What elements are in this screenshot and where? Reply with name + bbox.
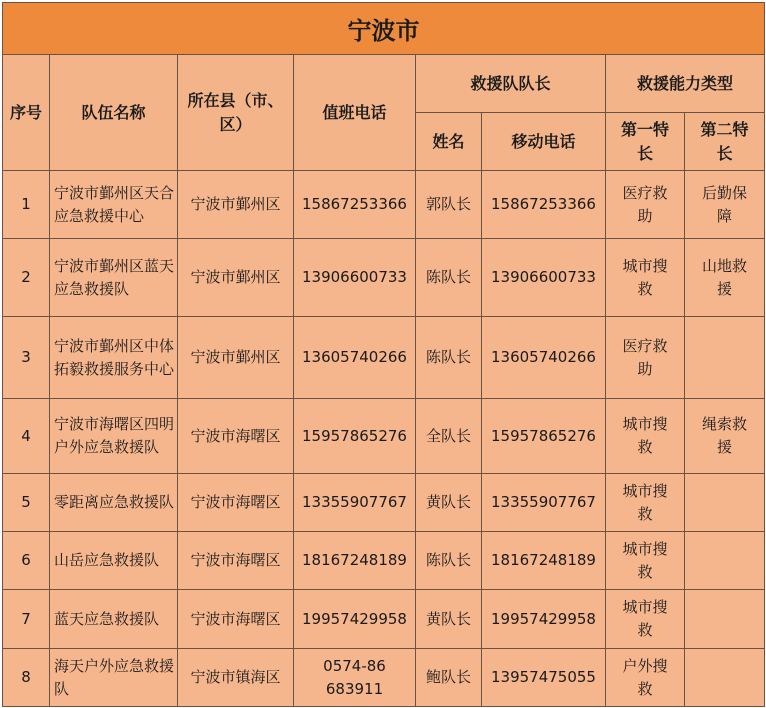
row-second-skill [685, 474, 765, 532]
table-row [3, 474, 765, 532]
header-capability-group: 救援能力类型 [606, 55, 765, 113]
row-seq: 3 [3, 317, 50, 399]
row-duty-phone: 13906600733 [294, 239, 416, 317]
header-leader-mobile: 移动电话 [482, 113, 606, 171]
row-leader-name: 陈队长 [416, 532, 482, 590]
row-first-skill: 城市搜救 [606, 474, 685, 532]
row-leader-mobile: 18167248189 [482, 532, 606, 590]
row-leader-mobile: 13906600733 [482, 239, 606, 317]
table-row [3, 317, 765, 399]
row-seq: 8 [3, 649, 50, 707]
row-second-skill [685, 317, 765, 399]
row-second-skill [685, 590, 765, 649]
row-county: 宁波市海曙区 [178, 399, 294, 474]
sheet-title: 宁波市 [3, 3, 765, 55]
table-row [3, 171, 765, 239]
row-county: 宁波市海曙区 [178, 590, 294, 649]
row-team-name: 宁波市鄞州区天合应急救援中心 [50, 171, 178, 239]
row-seq: 6 [3, 532, 50, 590]
row-team-name: 零距离应急救援队 [50, 474, 178, 532]
row-county: 宁波市鄞州区 [178, 239, 294, 317]
row-second-skill: 后勤保障 [685, 171, 765, 239]
header-leader-name: 姓名 [416, 113, 482, 171]
header-first-skill: 第一特长 [606, 113, 685, 171]
row-leader-name: 陈队长 [416, 239, 482, 317]
row-first-skill: 医疗救助 [606, 317, 685, 399]
row-second-skill: 山地救援 [685, 239, 765, 317]
row-county: 宁波市海曙区 [178, 532, 294, 590]
table-body [3, 171, 765, 707]
row-duty-phone: 0574-86683911 [294, 649, 416, 707]
row-leader-name: 全队长 [416, 399, 482, 474]
row-leader-mobile: 19957429958 [482, 590, 606, 649]
row-team-name: 蓝天应急救援队 [50, 590, 178, 649]
row-team-name: 海天户外应急救援队 [50, 649, 178, 707]
row-seq: 1 [3, 171, 50, 239]
row-county: 宁波市镇海区 [178, 649, 294, 707]
table-row [3, 590, 765, 649]
row-first-skill: 户外搜救 [606, 649, 685, 707]
row-leader-mobile: 15957865276 [482, 399, 606, 474]
row-duty-phone: 18167248189 [294, 532, 416, 590]
row-leader-name: 黄队长 [416, 474, 482, 532]
row-county: 宁波市海曙区 [178, 474, 294, 532]
row-team-name: 宁波市鄞州区蓝天应急救援队 [50, 239, 178, 317]
row-leader-mobile: 13605740266 [482, 317, 606, 399]
row-leader-mobile: 13355907767 [482, 474, 606, 532]
row-first-skill: 城市搜救 [606, 239, 685, 317]
rescue-team-table [2, 2, 765, 707]
row-second-skill: 绳索救援 [685, 399, 765, 474]
row-duty-phone: 13355907767 [294, 474, 416, 532]
header-seq: 序号 [3, 55, 50, 171]
row-first-skill: 城市搜救 [606, 532, 685, 590]
table-row [3, 532, 765, 590]
row-leader-name: 黄队长 [416, 590, 482, 649]
row-county: 宁波市鄞州区 [178, 317, 294, 399]
row-seq: 5 [3, 474, 50, 532]
row-duty-phone: 19957429958 [294, 590, 416, 649]
row-first-skill: 医疗救助 [606, 171, 685, 239]
row-leader-name: 陈队长 [416, 317, 482, 399]
row-duty-phone: 13605740266 [294, 317, 416, 399]
row-county: 宁波市鄞州区 [178, 171, 294, 239]
table-row [3, 399, 765, 474]
header-team-name: 队伍名称 [50, 55, 178, 171]
row-team-name: 宁波市海曙区四明户外应急救援队 [50, 399, 178, 474]
row-seq: 7 [3, 590, 50, 649]
row-duty-phone: 15957865276 [294, 399, 416, 474]
row-team-name: 山岳应急救援队 [50, 532, 178, 590]
header-county: 所在县（市、区） [178, 55, 294, 171]
row-duty-phone: 15867253366 [294, 171, 416, 239]
row-seq: 4 [3, 399, 50, 474]
table-row [3, 239, 765, 317]
row-team-name: 宁波市鄞州区中体拓毅救援服务中心 [50, 317, 178, 399]
row-leader-name: 鲍队长 [416, 649, 482, 707]
row-seq: 2 [3, 239, 50, 317]
row-leader-name: 郭队长 [416, 171, 482, 239]
row-second-skill [685, 532, 765, 590]
row-leader-mobile: 13957475055 [482, 649, 606, 707]
row-first-skill: 城市搜救 [606, 590, 685, 649]
table-row [3, 649, 765, 707]
header-leader-group: 救援队队长 [416, 55, 606, 113]
header-second-skill: 第二特长 [685, 113, 765, 171]
header-duty-phone: 值班电话 [294, 55, 416, 171]
row-second-skill [685, 649, 765, 707]
row-first-skill: 城市搜救 [606, 399, 685, 474]
row-leader-mobile: 15867253366 [482, 171, 606, 239]
